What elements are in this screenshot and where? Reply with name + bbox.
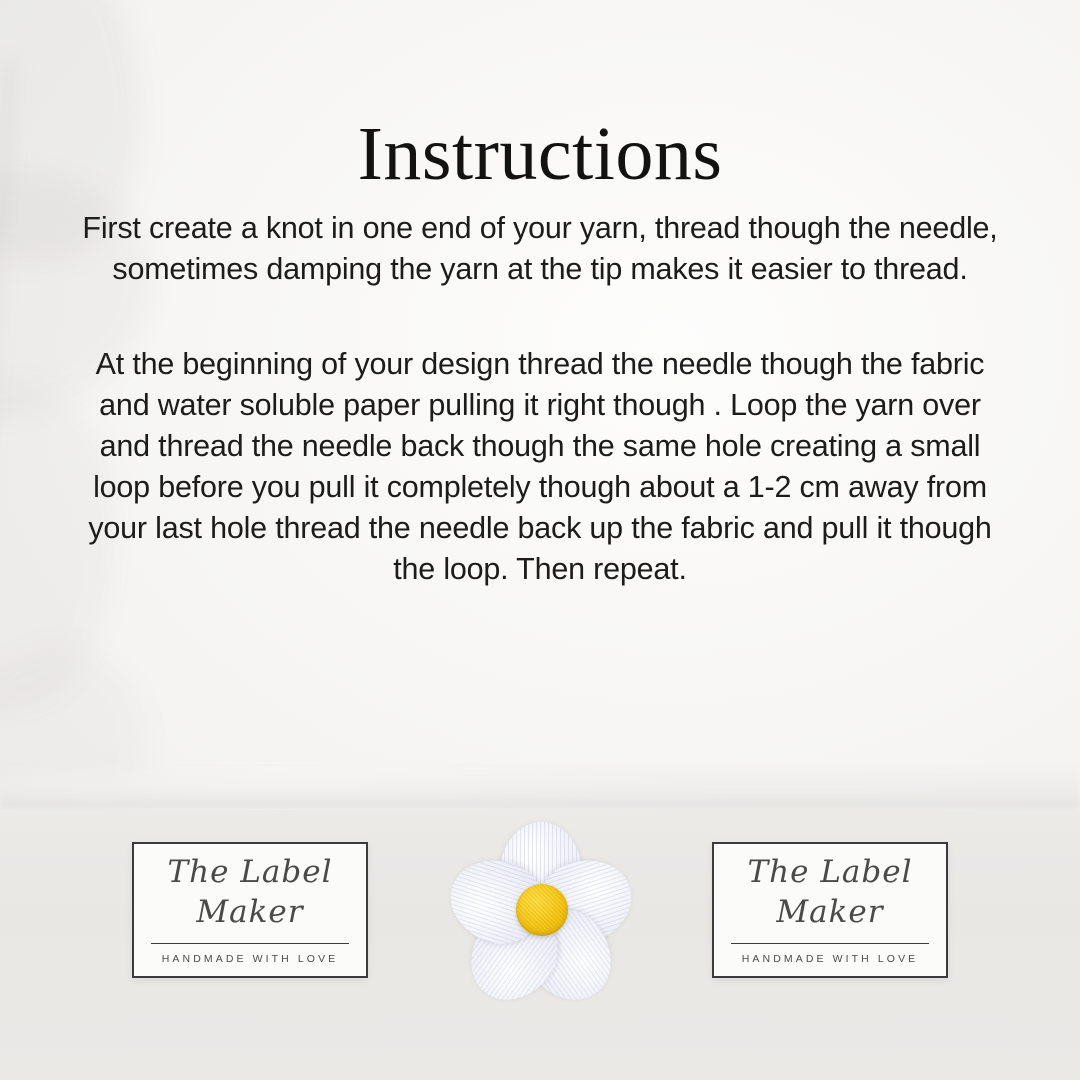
instructions-body: [70, 208, 1010, 590]
brand-tagline: HANDMADE WITH LOVE: [161, 953, 339, 965]
instruction-paragraph-1: First create a knot in one end of your yarn, thread though the needle, sometimes damping the yarn at the tip makes it easier to thread.: [82, 211, 998, 286]
brand-label-frame: [712, 842, 948, 978]
brand-name-line-1: The Label: [747, 854, 913, 890]
brand-name-line-2: Maker: [196, 894, 304, 930]
daisy-flower-icon: [448, 818, 634, 1014]
brand-name-line-2: Maker: [776, 894, 884, 930]
brand-tagline: HANDMADE WITH LOVE: [741, 953, 919, 965]
brand-name-line-1: The Label: [167, 854, 333, 890]
brand-label-left: [132, 842, 368, 978]
page-title: Instructions: [357, 111, 723, 196]
surface-edge: [0, 762, 1080, 810]
brand-label-right: [712, 842, 948, 978]
daisy-center: [516, 884, 568, 936]
instruction-paragraph-2: At the beginning of your design thread the needle though the fabric and water soluble paper pulling it right though . Loop the yarn over and thread the needle back though the same hole creating a small loop before you pull it completely though about a 1-2 cm away from your last hole thread the needle back up the fabric and pull it though the loop. Then repeat.: [88, 347, 992, 586]
brand-label-frame: [132, 842, 368, 978]
